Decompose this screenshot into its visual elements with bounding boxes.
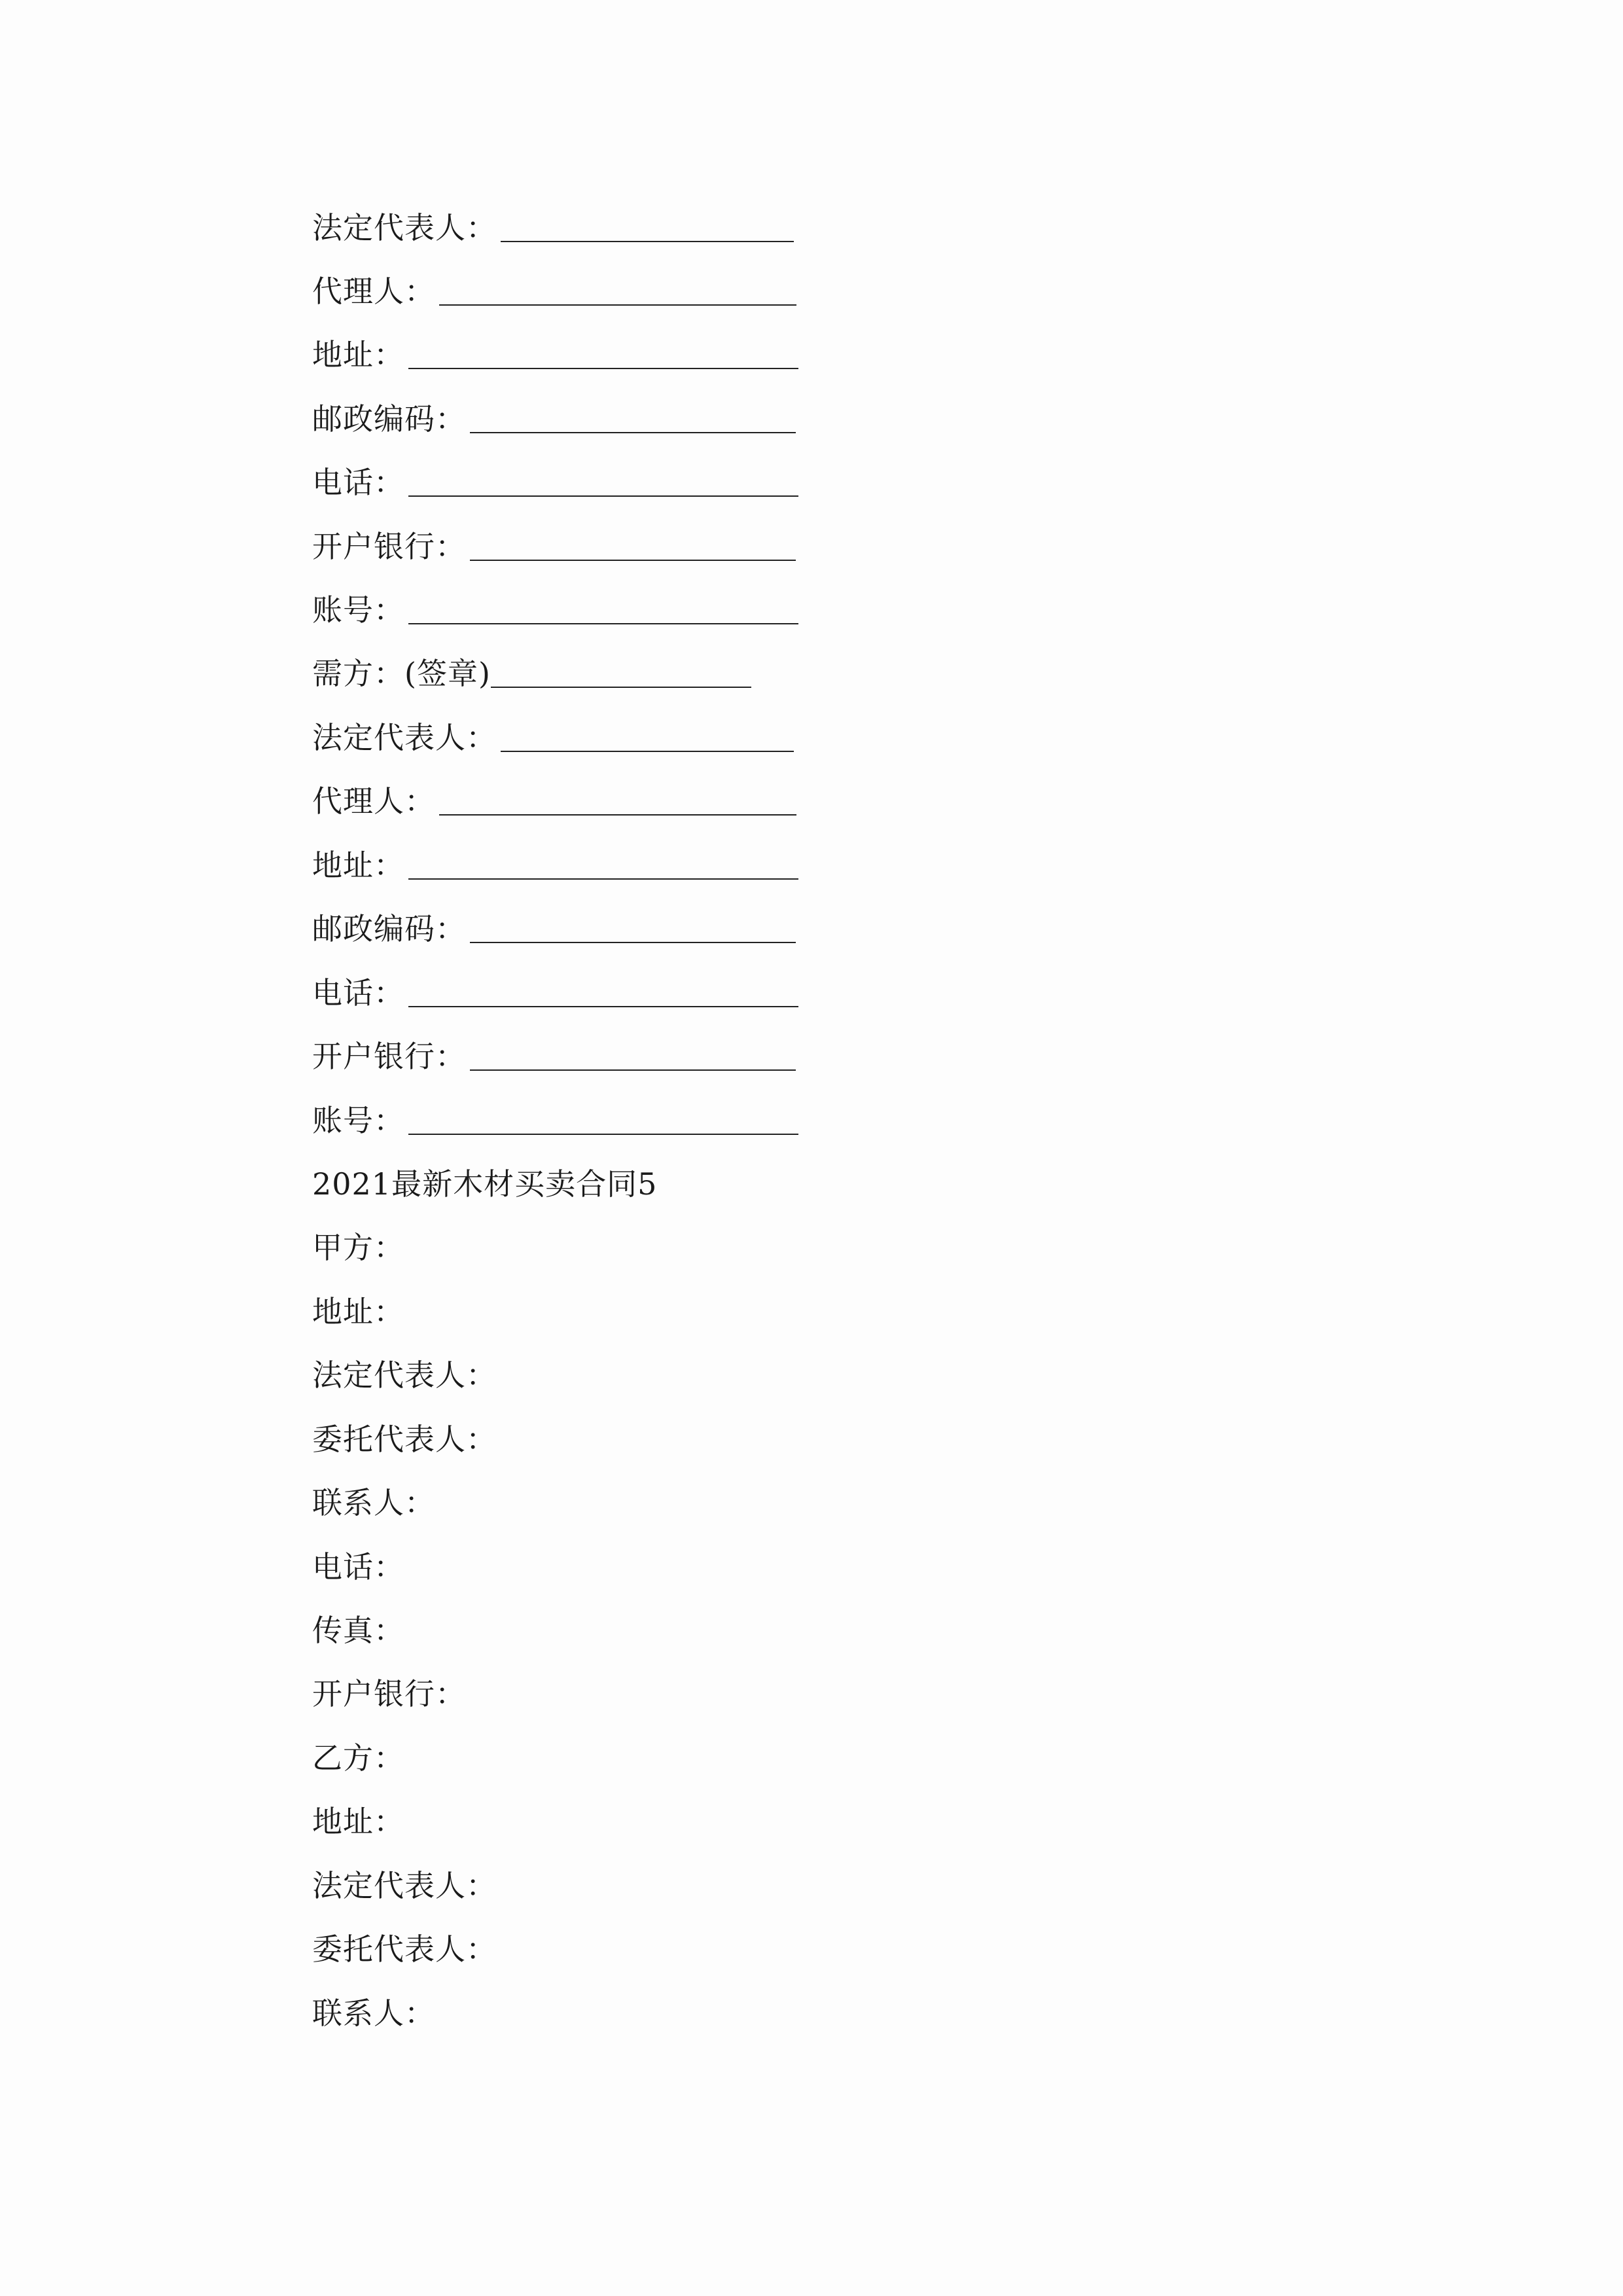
party-a-contact-label: 联系人： [312,1485,435,1520]
buyer-account-line [312,1101,798,1140]
seller-rep-blank[interactable] [501,215,794,242]
party-b-label: 乙方： [312,1740,404,1776]
buyer-address-label: 地址： [312,848,404,883]
buyer-rep-label: 法定代表人： [312,720,497,755]
buyer-account-blank[interactable] [408,1107,798,1135]
buyer-bank-blank[interactable] [470,1043,796,1071]
party-b-contact-label: 联系人： [312,1996,435,2031]
seller-account-line [312,590,798,630]
buyer-phone-label: 电话： [312,975,404,1011]
party-a-phone-label: 电话： [312,1549,404,1585]
seller-agent-line [312,272,796,311]
seller-agent-blank[interactable] [439,278,796,306]
buyer-address-line [312,846,798,885]
party-b-rep-label: 法定代表人： [312,1868,497,1903]
party-a-proxy-label: 委托代表人： [312,1422,497,1457]
seller-account-blank[interactable] [408,597,798,624]
party-b-address-line [312,1802,404,1841]
seller-phone-blank[interactable] [408,469,798,497]
contract-heading-line [312,1164,657,1204]
buyer-party-line [312,654,751,693]
party-a-fax-line [312,1611,404,1650]
seller-address-blank[interactable] [408,342,798,369]
party-a-address-label: 地址： [312,1294,404,1329]
party-a-label: 甲方： [312,1230,404,1265]
buyer-postcode-line [312,909,796,948]
party-a-proxy-line [312,1420,497,1459]
buyer-agent-blank[interactable] [439,788,796,816]
buyer-postcode-blank[interactable] [470,916,796,943]
seller-postcode-blank[interactable] [470,406,796,433]
seller-rep-label: 法定代表人： [312,210,497,245]
seller-phone-label: 电话： [312,465,404,500]
seller-phone-line [312,463,798,502]
buyer-bank-label: 开户银行： [312,1039,466,1074]
party-a-phone-line [312,1547,404,1587]
seller-postcode-line [312,399,796,439]
party-b-proxy-line [312,1929,497,1969]
party-a-rep-label: 法定代表人： [312,1357,497,1393]
seller-agent-label: 代理人： [312,274,435,309]
seller-bank-label: 开户银行： [312,529,466,564]
party-b-line [312,1738,404,1778]
buyer-phone-line [312,973,798,1013]
party-a-rep-line [312,1355,497,1395]
seller-address-label: 地址： [312,337,404,372]
party-a-address-line [312,1292,404,1331]
buyer-agent-label: 代理人： [312,783,435,819]
buyer-phone-blank[interactable] [408,980,798,1007]
contract-heading: 2021最新木材买卖合同5 [312,1166,658,1202]
buyer-address-blank[interactable] [408,852,798,880]
buyer-agent-line [312,781,796,821]
buyer-party-label: 需方：(签章) [312,656,491,691]
seller-account-label: 账号： [312,592,404,628]
party-a-bank-label: 开户银行： [312,1676,466,1712]
party-a-line [312,1228,404,1267]
buyer-bank-line [312,1037,796,1076]
party-b-rep-line [312,1866,497,1905]
seller-address-line [312,335,798,374]
party-b-address-label: 地址： [312,1804,404,1839]
seller-rep-line [312,208,794,247]
party-b-proxy-label: 委托代表人： [312,1931,497,1967]
party-a-bank-line [312,1674,466,1713]
party-a-contact-line [312,1483,435,1522]
buyer-rep-line [312,718,794,757]
buyer-account-label: 账号： [312,1103,404,1138]
seller-bank-blank[interactable] [470,533,796,561]
party-b-contact-line [312,1994,435,2033]
seller-postcode-label: 邮政编码： [312,401,466,437]
seller-bank-line [312,527,796,566]
party-a-fax-label: 传真： [312,1613,404,1648]
buyer-signature-blank[interactable] [491,660,751,688]
buyer-rep-blank[interactable] [501,725,794,752]
buyer-postcode-label: 邮政编码： [312,911,466,946]
